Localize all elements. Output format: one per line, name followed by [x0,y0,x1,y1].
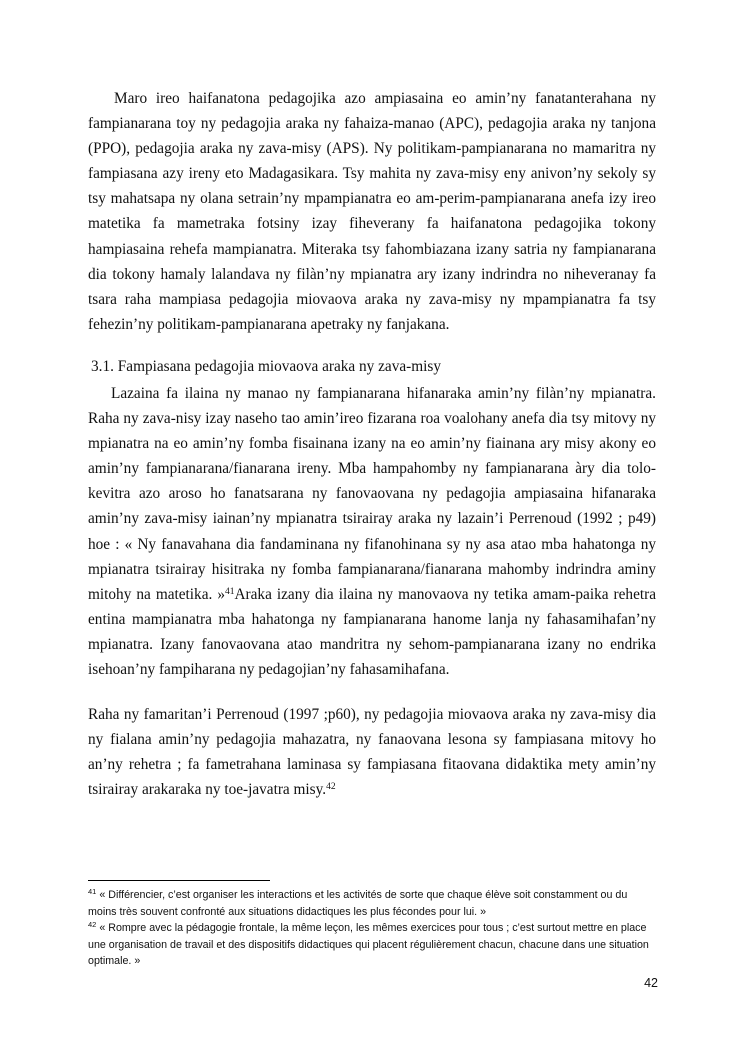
footnote-41 [88,887,658,920]
footnote-text: « Différencier, c’est organiser les interactions et les activités de sorte que chaque élève soit constamment ou du moins très souvent confronté aux situations didactiques les plus fécondes pour lui. » [88,889,628,918]
footnote-separator [88,880,270,881]
footnote-number: 41 [88,887,97,896]
section-heading: 3.1. Fampiasana pedagojia miovaova araka ny zava-misy [91,358,442,375]
paragraph-intro: Maro ireo haifanatona pedagojika azo ampiasaina eo amin’ny fanatanterahana ny fampianarana toy ny pedagojia araka ny fahaiza-manao (APC), pedagojia araka ny tanjona (PPO), pedagojia araka ny zava-misy (APS). Ny politikam-pampianarana no mamaritra ny fampiasana azy ireny eto Madagasikara. Tsy mahita ny zava-misy eny anivon’ny sekoly sy tsy mahatsapa ny olana setrain’ny mpampianatra eo am-perim-pampianarana anefa izy ireo matetika fa mametraka fotsiny izay fiheverany fa haifanatona pedagojika tokony hampiasaina rehefa mampianatra. Miteraka tsy fahombiazana izany satria ny fampianarana dia tokony hamaly lalandava ny filàn’ny mpianatra ary izany indrindra no niheveranay fa tsara raha mampiasa pedagojia miovaova araka ny zava-misy ny mpampianatra fa tsy fehezin’ny politikam-pampianarana apetraky ny fanjakana. [88,90,656,333]
paragraph-definition-text: Raha ny famaritan’i Perrenoud (1997 ;p60), ny pedagojia miovaova araka ny zava-misy dia ny fialana amin’ny pedagojia mahazatra, ny fanaovana lesona sy fampiasana mitovy ho an’ny rehetra ; fa fametrahana laminasa sy fampiasana fitaovana didaktika mety amin’ny tsirairay arakaraka ny toe-javatra misy. [88,706,656,799]
footnote-text: « Rompre avec la pédagogie frontale, la même leçon, les mêmes exercices pour tous ; c’est surtout mettre en place une organisation de travail et des dispositifs didactiques qui placent régulièrement chacun, chacune dans une situation optimale. » [88,922,649,967]
footnote-ref-42[interactable]: 42 [326,782,336,793]
footnote-ref-41[interactable]: 41 [225,586,235,597]
page-number: 42 [644,976,658,990]
paragraph-text-before-ref: Lazaina fa ilaina ny manao ny fampianarana hifanaraka amin’ny filàn’ny mpianatra. Raha ny zava-nisy izay naseho tao amin’ireo fizarana roa voalohany anefa dia tsy mitovy ny mpianatra na eo amin’ny fomba fisainana izany na eo amin’ny fiainana ary misy akony eo amin’ny fampianarana/fianarana ireny. Mba hampahomby ny fampianarana àry dia tolo-kevitra azo aroso ho fanatsarana ny fanovaovana ny pedagojia ampiasaina hifanaraka amin’ny zava-misy iainan’ny mpianatra tsirairay araka ny lazain’i Perrenoud (1992 ; p49) hoe : « Ny fanavahana dia fandaminana ny fifanohinana sy ny asa atao mba hahatonga ny mpianatra tsirairay hisitraka ny fomba fampianarana/fianarana mahomby indrindra aminy mitohy na matetika. » [88,385,656,603]
paragraph-section-body [88,381,656,682]
footnote-number: 42 [88,920,97,929]
paragraph-text-after-ref: Araka izany dia ilaina ny manovaova ny tetika amam-paika rehetra entina mampianatra mba hahatonga ny fampianarana hanome lanja ny fahasamihafan’ny mpianatra. Izany fanovaovana atao mandritra ny sehom-pampianarana izany no endrika isehoan’ny fampiharana ny pedagojian’ny fahasamihafana. [88,585,656,679]
footnote-42 [88,920,658,970]
paragraph-definition [88,702,656,802]
